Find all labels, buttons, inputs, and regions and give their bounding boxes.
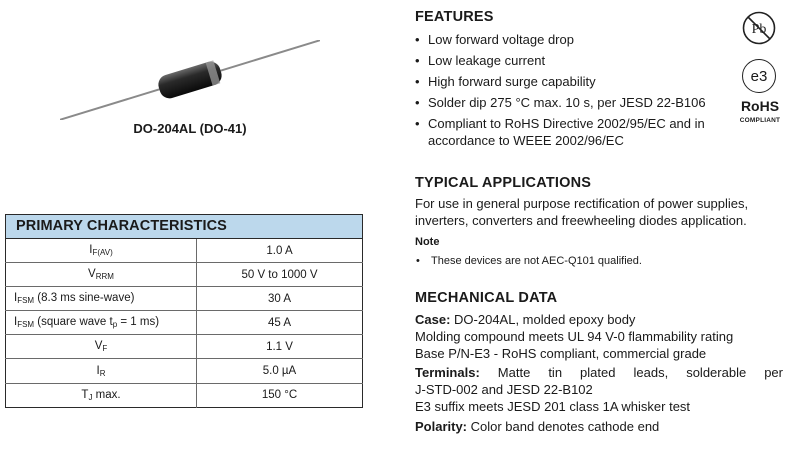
table-row [6, 383, 363, 407]
pb-free-icon [742, 11, 776, 45]
text-line: Molding compound meets UL 94 V-0 flammability rating [415, 328, 734, 344]
table-row [6, 263, 363, 287]
table-row [6, 335, 363, 359]
table-row [6, 359, 363, 383]
param-cell: $V_F$ [6, 335, 197, 359]
terminals-line: Terminals: Matte tin plated leads, solderable per [415, 365, 783, 381]
note-title: Note [415, 236, 440, 248]
package-label: DO-204AL (DO-41) [133, 121, 247, 136]
note-item: • These devices are not AEC-Q101 qualified. [415, 255, 790, 267]
list-item: • Compliant to RoHS Directive 2002/95/EC and in accordance to WEEE 2002/96/EC [415, 116, 727, 150]
param-cell: $I_{FSM}$ (square wave $t_p = 1$ ms) [6, 311, 197, 335]
text-line: Base P/N-E3 - RoHS compliant, commercial grade [415, 345, 707, 361]
table-row [6, 239, 363, 263]
mechanical-data-body [415, 312, 783, 436]
param-cell: $I_{FSM}$ (8.3 ms sine-wave) [6, 287, 197, 311]
text-line: For use in general purpose rectification of power supplies, [415, 196, 749, 211]
text-line: inverters, converters and freewheeling diodes application. [415, 212, 747, 228]
diode-package-image [60, 40, 320, 120]
rohs-label: RoHS [740, 98, 780, 114]
typical-applications-text [415, 196, 780, 230]
list-item: • Low forward voltage drop [415, 32, 727, 49]
table-title: PRIMARY CHARACTERISTICS [6, 215, 363, 239]
value-cell: 50 V to 1000 V [197, 263, 363, 287]
mechanical-data-heading: MECHANICAL DATA [415, 290, 558, 306]
value-cell: 1.0 A [197, 239, 363, 263]
param-cell: $I_R$ [6, 359, 197, 383]
case-line: Case: DO-204AL, molded epoxy body [415, 312, 636, 327]
pb-icon-text: Pb [751, 22, 767, 37]
primary-characteristics-table [5, 214, 363, 408]
param-cell: $V_{RRM}$ [6, 263, 197, 287]
value-cell: 5.0 µA [197, 359, 363, 383]
rohs-compliant-label: COMPLIANT [739, 117, 781, 124]
param-cell: $I_{F(AV)}$ [6, 239, 197, 263]
list-item: • High forward surge capability [415, 74, 727, 91]
value-cell: 1.1 V [197, 335, 363, 359]
e3-icon: e3 [742, 59, 776, 93]
table-row [6, 287, 363, 311]
table-row [6, 311, 363, 335]
features-list [415, 32, 727, 154]
param-cell: $T_J$ max. [6, 383, 197, 407]
polarity-line: Polarity: Color band denotes cathode end [415, 418, 660, 434]
features-heading: FEATURES [415, 9, 494, 25]
list-item: • Solder dip 275 °C max. 10 s, per JESD 22-B106 [415, 95, 727, 112]
value-cell: 30 A [197, 287, 363, 311]
typical-applications-heading: TYPICAL APPLICATIONS [415, 175, 592, 191]
text-line: J-STD-002 and JESD 22-B102 [415, 382, 593, 398]
text-line: E3 suffix meets JESD 201 class 1A whisker test [415, 398, 691, 414]
list-item: • Low leakage current [415, 53, 727, 70]
value-cell: 150 °C [197, 383, 363, 407]
value-cell: 45 A [197, 311, 363, 335]
